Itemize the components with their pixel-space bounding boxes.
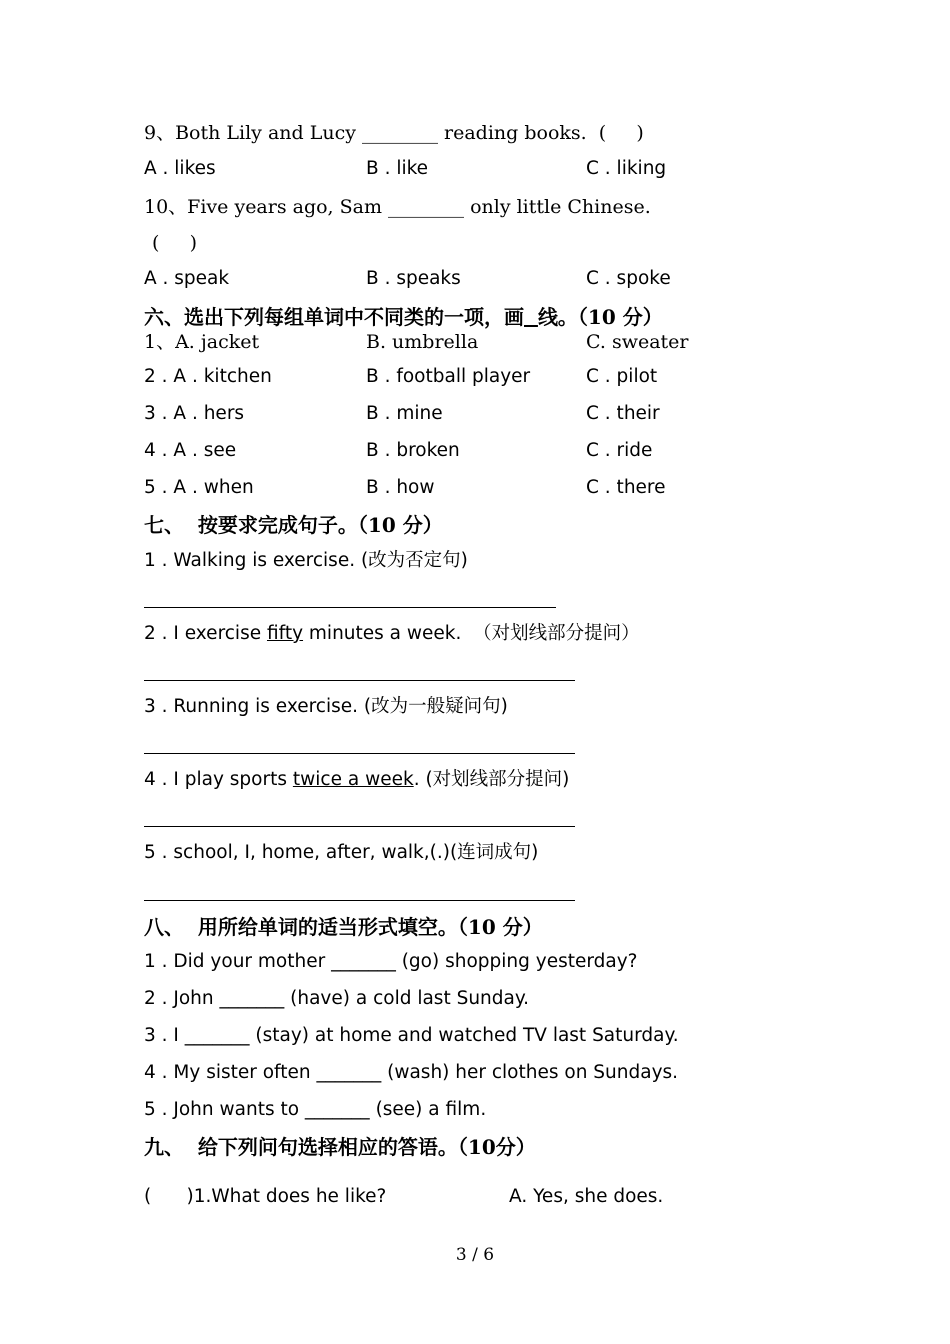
question-10-option-b: B . speaks [366,268,461,289]
section-6-row-3-a: 3 . A . hers [144,403,245,424]
question-9-option-a: A . likes [144,158,216,179]
section-6-row-4-c: C . ride [586,440,653,461]
answer-line-5[interactable] [144,900,575,901]
answer-line-2[interactable] [144,680,575,681]
section-6-row-2-b: B . football player [366,366,531,387]
section-8-item-4: 4 . My sister often _______ (wash) her clothes on Sundays. [144,1062,679,1083]
section-6-row-5-b: B . how [366,477,435,498]
question-10-option-a: A . speak [144,268,230,289]
section-8-item-5: 5 . John wants to _______ (see) a film. [144,1099,487,1120]
section-6-row-2-a: 2 . A . kitchen [144,366,272,387]
answer-line-4[interactable] [144,826,575,827]
section-8-item-2: 2 . John _______ (have) a cold last Sunday. [144,988,530,1009]
section-6-row-3-c: C . their [586,403,660,424]
answer-line-1[interactable] [144,607,556,608]
section-8-item-1: 1 . Did your mother _______ (go) shopping yesterday? [144,951,638,972]
section-6-heading-blank [524,305,538,329]
section-9-answer-a: A. Yes, she does. [509,1186,664,1207]
section-7-question-1: 1 . Walking is exercise. (改为否定句) [144,550,468,571]
section-7-question-4-underlined: twice a week [292,769,414,790]
section-7-question-3: 3 . Running is exercise. (改为一般疑问句) [144,696,508,717]
question-10-option-c: C . spoke [586,268,671,289]
question-9-stem: 9、Both Lily and Lucy ________ reading books. ( ) [144,122,644,144]
section-7-heading: 七、 按要求完成句子。（10 分） [144,513,443,537]
section-7-question-4-post: . (对划线部分提问) [413,769,570,790]
section-6-row-1-a: 1、A. jacket [144,331,260,353]
section-7-question-4 [144,771,569,790]
section-6-heading-post: 线。（10 分） [537,305,663,329]
section-9-question-1: ( )1.What does he like? [144,1186,387,1207]
section-6-row-1-b: B. umbrella [366,331,479,353]
section-7-question-2-pre: 2 . I exercise [144,623,267,644]
section-6-heading [144,307,663,327]
answer-line-3[interactable] [144,753,575,754]
question-10-bracket: ( ) [152,232,198,254]
section-9-heading: 九、 给下列问句选择相应的答语。（10分） [144,1135,536,1159]
section-7-question-2-post: minutes a week. （对划线部分提问） [303,623,640,644]
section-6-row-4-b: B . broken [366,440,460,461]
section-6-row-3-b: B . mine [366,403,443,424]
section-6-row-1-c: C. sweater [586,331,689,353]
section-7-question-5: 5 . school, I, home, after, walk,(.)(连词成句) [144,842,539,863]
section-7-question-2-underlined: fifty [266,623,304,644]
section-6-row-5-c: C . there [586,477,666,498]
question-10-stem: 10、Five years ago, Sam ________ only little Chinese. [144,196,651,218]
section-6-row-5-a: 5 . A . when [144,477,254,498]
question-9-option-b: B . like [366,158,429,179]
section-7-question-4-pre: 4 . I play sports [144,769,293,790]
section-6-row-2-c: C . pilot [586,366,658,387]
section-7-question-2 [144,625,640,644]
section-8-heading: 八、 用所给单词的适当形式填空。（10 分） [144,915,543,939]
section-6-row-4-a: 4 . A . see [144,440,237,461]
page-number: 3 / 6 [455,1245,495,1265]
section-6-heading-pre: 六、选出下列每组单词中不同类的一项，画 [144,305,524,329]
question-9-option-c: C . liking [586,158,667,179]
section-8-item-3: 3 . I _______ (stay) at home and watched TV last Saturday. [144,1025,679,1046]
